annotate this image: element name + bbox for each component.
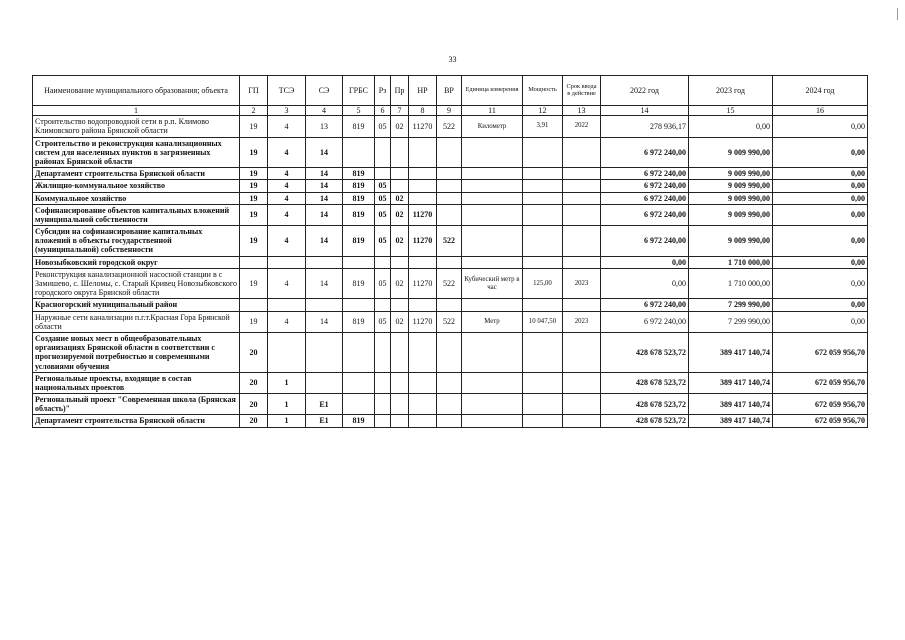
cell-grbs: 819 [343,268,375,299]
cell-gp: 20 [240,394,268,415]
cell-rz [375,415,391,427]
cell-2024: 0,00 [773,137,868,168]
cell-pr [391,180,409,192]
cell-vr [437,204,462,225]
table-row [33,137,868,168]
cell-grbs: 819 [343,226,375,257]
cell-se [306,372,343,393]
cell-pr: 02 [391,226,409,257]
header-grbs: ГРБС [343,76,375,106]
cell-power: 125,00 [523,268,563,299]
cell-gp: 19 [240,268,268,299]
cell-grbs: 819 [343,116,375,137]
cell-2024: 672 059 956,70 [773,332,868,372]
cell-se: E1 [306,394,343,415]
column-number: 2 [240,106,268,116]
cell-vr [437,180,462,192]
cell-grbs: 819 [343,180,375,192]
row-name: Строительство и реконструкция канализационных систем для населенных пунктов в загрязненных районах Брянской области [33,137,240,168]
cell-se: 14 [306,192,343,204]
cell-power [523,226,563,257]
cell-nr [409,415,437,427]
cell-pr [391,394,409,415]
cell-tse: 4 [268,137,306,168]
cell-nr [409,394,437,415]
cell-term [563,394,601,415]
column-number: 13 [563,106,601,116]
cell-gp: 20 [240,415,268,427]
cell-vr: 522 [437,116,462,137]
cell-rz: 05 [375,204,391,225]
cell-2022: 6 972 240,00 [601,204,689,225]
cell-rz: 05 [375,226,391,257]
cell-pr: 02 [391,311,409,332]
cell-grbs: 819 [343,168,375,180]
cell-gp: 20 [240,332,268,372]
cell-term [563,168,601,180]
cell-2022: 428 678 523,72 [601,372,689,393]
cell-pr [391,256,409,268]
cell-term [563,180,601,192]
cell-unit [462,180,523,192]
cell-2023: 9 009 990,00 [689,168,773,180]
cell-unit: Кубический метр в час [462,268,523,299]
column-number: 3 [268,106,306,116]
cell-nr [409,180,437,192]
cell-power [523,332,563,372]
cell-grbs [343,137,375,168]
cell-vr [437,332,462,372]
cell-grbs [343,372,375,393]
cell-gp: 19 [240,168,268,180]
cell-nr: 11270 [409,268,437,299]
cell-tse: 4 [268,192,306,204]
cell-grbs: 819 [343,204,375,225]
cell-pr [391,372,409,393]
cell-pr: 02 [391,268,409,299]
cell-2022: 6 972 240,00 [601,168,689,180]
cell-se: 14 [306,168,343,180]
cell-grbs: 819 [343,311,375,332]
cell-power [523,137,563,168]
row-name: Региональные проекты, входящие в состав национальных проектов [33,372,240,393]
cell-pr: 02 [391,192,409,204]
cell-se: 14 [306,268,343,299]
cell-nr [409,372,437,393]
column-number: 16 [773,106,868,116]
cell-2022: 428 678 523,72 [601,394,689,415]
row-name: Региональный проект "Современная школа (Брянская область)" [33,394,240,415]
table-row [33,332,868,372]
cell-gp: 20 [240,372,268,393]
cell-pr: 02 [391,116,409,137]
cell-grbs [343,394,375,415]
cell-pr [391,137,409,168]
cell-power: 10 047,50 [523,311,563,332]
cell-power [523,204,563,225]
column-number: 7 [391,106,409,116]
cell-2023: 389 417 140,74 [689,394,773,415]
cell-unit: Метр [462,311,523,332]
table-row [33,415,868,427]
cell-term [563,299,601,311]
cell-gp: 19 [240,192,268,204]
cell-2024: 0,00 [773,180,868,192]
cell-rz: 05 [375,268,391,299]
cell-nr: 11270 [409,204,437,225]
cell-rz [375,332,391,372]
cell-nr [409,299,437,311]
scan-edge-mark [897,8,898,20]
column-number: 15 [689,106,773,116]
header-tse: ТСЭ [268,76,306,106]
cell-2023: 389 417 140,74 [689,332,773,372]
cell-vr [437,415,462,427]
column-number: 12 [523,106,563,116]
table-row [33,372,868,393]
cell-rz: 05 [375,116,391,137]
row-name: Наружные сети канализации п.г.т.Красная Гора Брянской области [33,311,240,332]
cell-rz: 05 [375,192,391,204]
cell-term: 2023 [563,268,601,299]
cell-unit: Километр [462,116,523,137]
table-row [33,394,868,415]
cell-2022: 428 678 523,72 [601,415,689,427]
cell-rz [375,394,391,415]
cell-rz [375,137,391,168]
header-term: Срок ввода в действие [563,76,601,106]
cell-rz: 05 [375,180,391,192]
cell-2023: 9 009 990,00 [689,137,773,168]
header-name: Наименование муниципального образования; объекта [33,76,240,106]
cell-vr [437,168,462,180]
cell-2022: 6 972 240,00 [601,226,689,257]
header-2024: 2024 год [773,76,868,106]
row-name: Коммунальное хозяйство [33,192,240,204]
cell-unit [462,332,523,372]
table-row [33,204,868,225]
cell-tse: 4 [268,268,306,299]
cell-tse [268,299,306,311]
cell-2023: 7 299 990,00 [689,311,773,332]
cell-vr [437,256,462,268]
cell-term: 2022 [563,116,601,137]
cell-unit [462,137,523,168]
cell-tse: 1 [268,394,306,415]
table-row [33,180,868,192]
cell-se: 14 [306,204,343,225]
cell-2022: 6 972 240,00 [601,311,689,332]
cell-unit [462,192,523,204]
cell-nr [409,192,437,204]
column-number: 1 [33,106,240,116]
cell-tse [268,332,306,372]
cell-tse: 4 [268,226,306,257]
cell-se: E1 [306,415,343,427]
page-number: 33 [448,55,457,64]
cell-2024: 0,00 [773,168,868,180]
cell-power [523,372,563,393]
budget-table [32,75,868,428]
row-name: Департамент строительства Брянской области [33,415,240,427]
cell-vr: 522 [437,268,462,299]
cell-grbs [343,256,375,268]
row-name: Красногорский муниципальный район [33,299,240,311]
row-name: Субсидии на софинансирование капитальных вложений в объекты государственной (муниципальной) собственности [33,226,240,257]
cell-2023: 389 417 140,74 [689,415,773,427]
cell-2022: 428 678 523,72 [601,332,689,372]
cell-unit [462,394,523,415]
cell-vr: 522 [437,311,462,332]
column-number: 14 [601,106,689,116]
cell-se: 14 [306,226,343,257]
cell-gp: 19 [240,226,268,257]
cell-power [523,299,563,311]
cell-grbs [343,299,375,311]
cell-2022: 6 972 240,00 [601,192,689,204]
cell-power [523,256,563,268]
cell-pr [391,415,409,427]
cell-2022: 278 936,17 [601,116,689,137]
cell-rz [375,372,391,393]
cell-tse [268,256,306,268]
cell-vr: 522 [437,226,462,257]
cell-tse: 4 [268,180,306,192]
header-rz: Рз [375,76,391,106]
row-name: Департамент строительства Брянской области [33,168,240,180]
cell-term [563,226,601,257]
cell-unit [462,256,523,268]
cell-term [563,256,601,268]
cell-term [563,332,601,372]
header-power: Мощность [523,76,563,106]
column-number: 9 [437,106,462,116]
header-2023: 2023 год [689,76,773,106]
cell-2024: 672 059 956,70 [773,394,868,415]
cell-power: 3,91 [523,116,563,137]
cell-nr [409,168,437,180]
cell-2023: 389 417 140,74 [689,372,773,393]
cell-se: 14 [306,311,343,332]
cell-nr [409,256,437,268]
cell-2023: 9 009 990,00 [689,192,773,204]
row-name: Софинансирование объектов капитальных вложений муниципальной собственности [33,204,240,225]
header-gp: ГП [240,76,268,106]
cell-gp: 19 [240,311,268,332]
cell-unit [462,299,523,311]
column-number: 11 [462,106,523,116]
cell-vr [437,372,462,393]
cell-rz [375,299,391,311]
cell-tse: 4 [268,204,306,225]
cell-pr [391,332,409,372]
header-2022: 2022 год [601,76,689,106]
row-name: Жилищно-коммунальное хозяйство [33,180,240,192]
column-number: 6 [375,106,391,116]
cell-2023: 7 299 990,00 [689,299,773,311]
cell-power [523,415,563,427]
table-row [33,226,868,257]
cell-2024: 672 059 956,70 [773,415,868,427]
cell-grbs: 819 [343,415,375,427]
cell-nr: 11270 [409,226,437,257]
cell-tse: 4 [268,168,306,180]
cell-nr: 11270 [409,311,437,332]
cell-2023: 9 009 990,00 [689,180,773,192]
cell-vr [437,299,462,311]
cell-2024: 0,00 [773,192,868,204]
cell-se: 13 [306,116,343,137]
cell-2024: 0,00 [773,311,868,332]
cell-unit [462,372,523,393]
table-row [33,256,868,268]
cell-se [306,332,343,372]
cell-rz [375,168,391,180]
cell-nr [409,332,437,372]
cell-term: 2023 [563,311,601,332]
table-row [33,116,868,137]
cell-2024: 0,00 [773,226,868,257]
cell-grbs: 819 [343,192,375,204]
cell-pr [391,299,409,311]
cell-nr [409,137,437,168]
cell-se: 14 [306,180,343,192]
cell-2024: 0,00 [773,299,868,311]
cell-pr: 02 [391,204,409,225]
column-number: 5 [343,106,375,116]
cell-se [306,256,343,268]
cell-power [523,192,563,204]
cell-power [523,168,563,180]
header-se: СЭ [306,76,343,106]
table-row [33,299,868,311]
cell-nr: 11270 [409,116,437,137]
cell-term [563,372,601,393]
header-vr: ВР [437,76,462,106]
cell-2023: 1 710 000,00 [689,256,773,268]
cell-se: 14 [306,137,343,168]
cell-rz [375,256,391,268]
table-row [33,268,868,299]
cell-2024: 0,00 [773,268,868,299]
cell-2023: 9 009 990,00 [689,226,773,257]
cell-2022: 6 972 240,00 [601,180,689,192]
cell-term [563,137,601,168]
cell-2022: 6 972 240,00 [601,299,689,311]
row-name: Создание новых мест в общеобразовательных организациях Брянской области в соответствии с прогнозируемой потребностью и современными условиями обучения [33,332,240,372]
cell-power [523,180,563,192]
row-name: Строительство водопроводной сети в р.п. Климово Климовского района Брянской области [33,116,240,137]
header-row [33,76,868,106]
header-nr: НР [409,76,437,106]
row-name: Реконструкция канализационной насосной станции в с Замишево, с. Шеломы, с. Старый Кривец Новозыбковского городского округа Брянской области [33,268,240,299]
cell-tse: 1 [268,415,306,427]
cell-tse: 1 [268,372,306,393]
cell-se [306,299,343,311]
cell-2024: 0,00 [773,116,868,137]
cell-pr [391,168,409,180]
cell-2024: 672 059 956,70 [773,372,868,393]
cell-grbs [343,332,375,372]
row-name: Новозыбковский городской округ [33,256,240,268]
cell-2022: 6 972 240,00 [601,137,689,168]
cell-vr [437,394,462,415]
cell-2023: 9 009 990,00 [689,204,773,225]
cell-2023: 0,00 [689,116,773,137]
cell-gp [240,256,268,268]
cell-vr [437,192,462,204]
cell-2022: 0,00 [601,268,689,299]
cell-gp: 19 [240,116,268,137]
column-number: 4 [306,106,343,116]
cell-term [563,192,601,204]
table-row [33,192,868,204]
header-pr: Пр [391,76,409,106]
header-unit: Единица измерения [462,76,523,106]
table-row [33,311,868,332]
cell-2024: 0,00 [773,256,868,268]
cell-gp [240,299,268,311]
cell-tse: 4 [268,311,306,332]
cell-2024: 0,00 [773,204,868,225]
cell-unit [462,226,523,257]
cell-2023: 1 710 000,00 [689,268,773,299]
table-row [33,168,868,180]
cell-gp: 19 [240,180,268,192]
cell-unit [462,168,523,180]
column-number: 8 [409,106,437,116]
column-number-row [33,106,868,116]
cell-term [563,204,601,225]
cell-term [563,415,601,427]
cell-unit [462,204,523,225]
cell-2022: 0,00 [601,256,689,268]
cell-tse: 4 [268,116,306,137]
cell-vr [437,137,462,168]
cell-power [523,394,563,415]
cell-gp: 19 [240,137,268,168]
cell-unit [462,415,523,427]
cell-gp: 19 [240,204,268,225]
cell-rz: 05 [375,311,391,332]
